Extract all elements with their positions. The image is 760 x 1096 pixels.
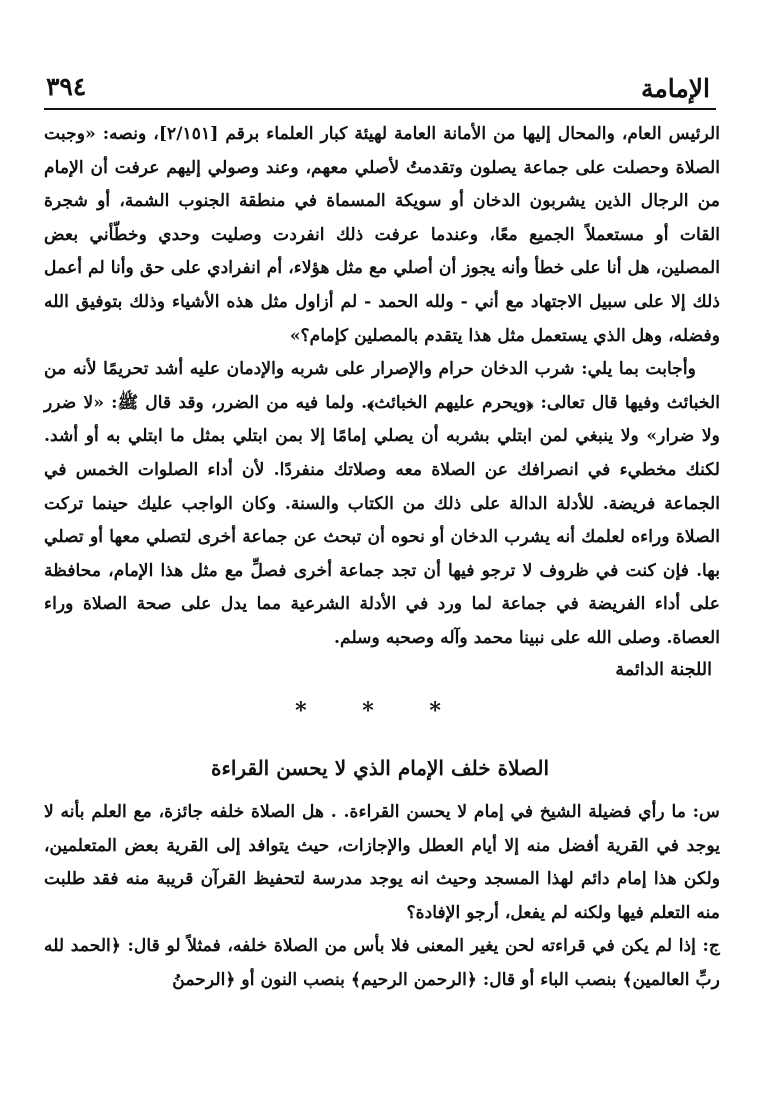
- fatwa-answer-paragraph: وأجابت بما يلي: شرب الدخان حرام والإصرار على شربه والإدمان عليه أشد تحريمًا لأنه من الخبائث وفيها قال تعالى: ﴿ويحرم عليهم الخبائث﴾. ولما فيه من الضرر، وقد قال ﷺ: «لا ضرر ولا ضرار» ولا ينبغي لمن ابتلي بشربه أن يصلي إمامًا إلا بمن ابتلي بمثل ما ابتلي به أو أشد. لكنك مخطيء في انصرافك عن الصلاة معه وصلاتك منفردًا. لأن أداء الصلوات الخمس في الجماعة فريضة. للأدلة الدالة على ذلك من الكتاب والسنة. وكان الواجب عليك حينما تركت الصلاة وراءه لعلمك أنه يشرب الدخان أو نحوه أن تبحث عن جماعة أخرى لتصلي معها أو تصلي بها. فإن كنت في ظروف لا ترجو فيها أن تجد جماعة أخرى فصلِّ مع مثل هذا الإمام، محافظة على أداء الفريضة في جماعة لما ورد في الأدلة الشرعية مما يدل على صحة الصلاة وراء العصاة. وصلى الله على نبينا محمد وآله وصحبه وسلم.: [44, 359, 720, 648]
- running-title: الإمامة: [640, 74, 710, 103]
- section-heading: الصلاة خلف الإمام الذي لا يحسن القراءة: [210, 756, 550, 780]
- fatwa-question-paragraph: الرئيس العام، والمحال إليها من الأمانة العامة لهيئة كبار العلماء برقم [٢/١٥١]، ونصه: «وجبت الصلاة وحصلت على جماعة يصلون وتقدمتُ لأصلي معهم، وعند وصولي إليهم عرفت أن الإمام من الرجال الذين يشربون الدخان أو سويكة المسماة في منطقة الجنوب الشمة، أو شجرة القات أو مستعملاً الجميع معًا، وعندما عرفت ذلك انفردت وصليت وحدي وخطّأني بعض المصلين، هل أنا على خطأ وأنه يجوز أن أصلي مع مثل هؤلاء، أم انفرادي على حق وأنا لم أعمل ذلك إلا على سبيل الاجتهاد مع أني - ولله الحمد - لم أزاول مثل هذه الأشياء وذلك بتوفيق الله وفضله، وهل الذي يستعمل مثل هذا يتقدم بالمصلين كإمام؟»: [44, 124, 720, 346]
- committee-signature: اللجنة الدائمة: [615, 660, 712, 680]
- answer-paragraph: ج: إذا لم يكن في قراءته لحن يغير المعنى فلا بأس من الصلاة خلفه، فمثلاً لو قال: ﴿الحمد لله ربِّ العالمين﴾ بنصب الباء أو قال: ﴿الرحمن الرحيم﴾ بنصب النون أو ﴿الرحمنُ: [44, 936, 720, 990]
- page-header: [44, 68, 716, 110]
- page-number: ٣٩٤: [46, 72, 87, 101]
- question-block: [44, 796, 720, 998]
- fatwa-body: [44, 118, 720, 656]
- question-paragraph: س: ما رأي فضيلة الشيخ في إمام لا يحسن القراءة. . هل الصلاة خلفه جائزة، مع العلم بأنه لا يوجد في القرية أفضل منه إلا أيام العطل والإجازات، حيث يتوافد إلى القرية بعض المتعلمين، ولكن هذا إمام دائم لهذا المسجد وحيث انه يوجد مدرسة لتحفيظ القرآن قريبة منه فقد طلبت منه التعلم فيها ولكنه لم يفعل، أرجو الإفادة؟: [44, 802, 720, 923]
- section-separator: * * *: [295, 698, 465, 724]
